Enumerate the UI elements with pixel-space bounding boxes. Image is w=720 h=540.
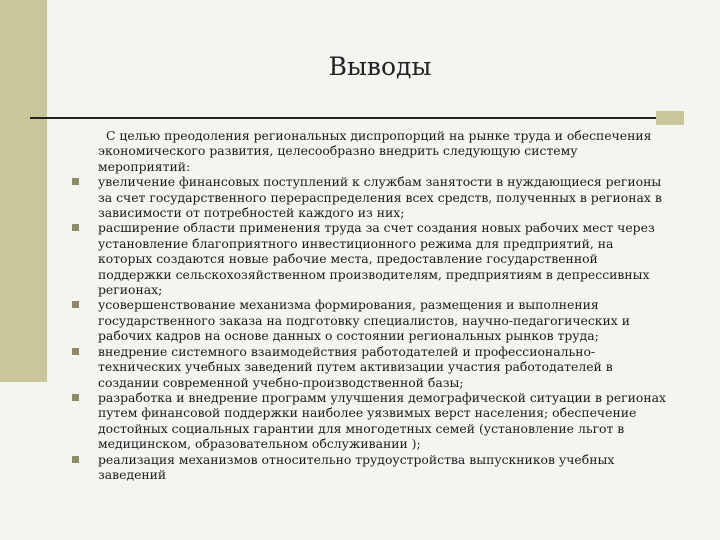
- slide-body: [70, 128, 670, 482]
- list-item: [70, 390, 670, 452]
- list-item-text: увеличение финансовых поступлений к службам занятости в нуждающиеся регионы за счет государственного перераспределения всех средств, полученных в регионах в зависимости от потребностей каждого из них;: [98, 174, 662, 221]
- decorative-side-bar: [0, 0, 47, 382]
- list-item-text: расширение области применения труда за счет создания новых рабочих мест через установление благоприятного инвестиционного режима для предприятий, на которых создаются новые рабочие места, предоставление государственной поддержки сельскохозяйственном производителям, предприятиям в депрессивных регионах;: [98, 220, 655, 298]
- list-item-text: реализация механизмов относительно трудоустройства выпускников учебных заведений: [98, 451, 615, 482]
- square-bullet-icon: [72, 178, 79, 185]
- list-item: [70, 452, 670, 483]
- list-item-text: разработка и внедрение программ улучшения демографической ситуации в регионах путем финансовой поддержки наиболее уязвимых верст населения; обеспечение достойных социальных гарантии для многодетных семей (установление льгот в медицинском, образовательном обслуживании );: [98, 389, 666, 452]
- slide-title: Выводы: [328, 52, 432, 81]
- title-divider: [30, 117, 656, 119]
- list-item: [70, 297, 670, 343]
- list-item: [70, 174, 670, 220]
- square-bullet-icon: [72, 394, 79, 401]
- list-item-text: усовершенствование механизма формирования, размещения и выполнения государственного заказа на подготовку специалистов, научно-педагогических и рабочих кадров на основе данных о состоянии региональных рынков труда;: [98, 297, 630, 344]
- measures-list: [70, 174, 670, 482]
- list-item: [70, 344, 670, 390]
- divider-accent: [656, 111, 684, 125]
- square-bullet-icon: [72, 456, 79, 463]
- list-item: [70, 220, 670, 297]
- square-bullet-icon: [72, 301, 79, 308]
- square-bullet-icon: [72, 348, 79, 355]
- list-item-text: внедрение системного взаимодействия работодателей и профессионально-технических учебных заведений путем активизации участия работодателей в создании современной учебно-производственной базы;: [98, 343, 613, 390]
- square-bullet-icon: [72, 224, 79, 231]
- intro-paragraph: С целью преодоления региональных диспропорций на рынке труда и обеспечения экономического развития, целесообразно внедрить следующую систему мероприятий:: [98, 128, 652, 174]
